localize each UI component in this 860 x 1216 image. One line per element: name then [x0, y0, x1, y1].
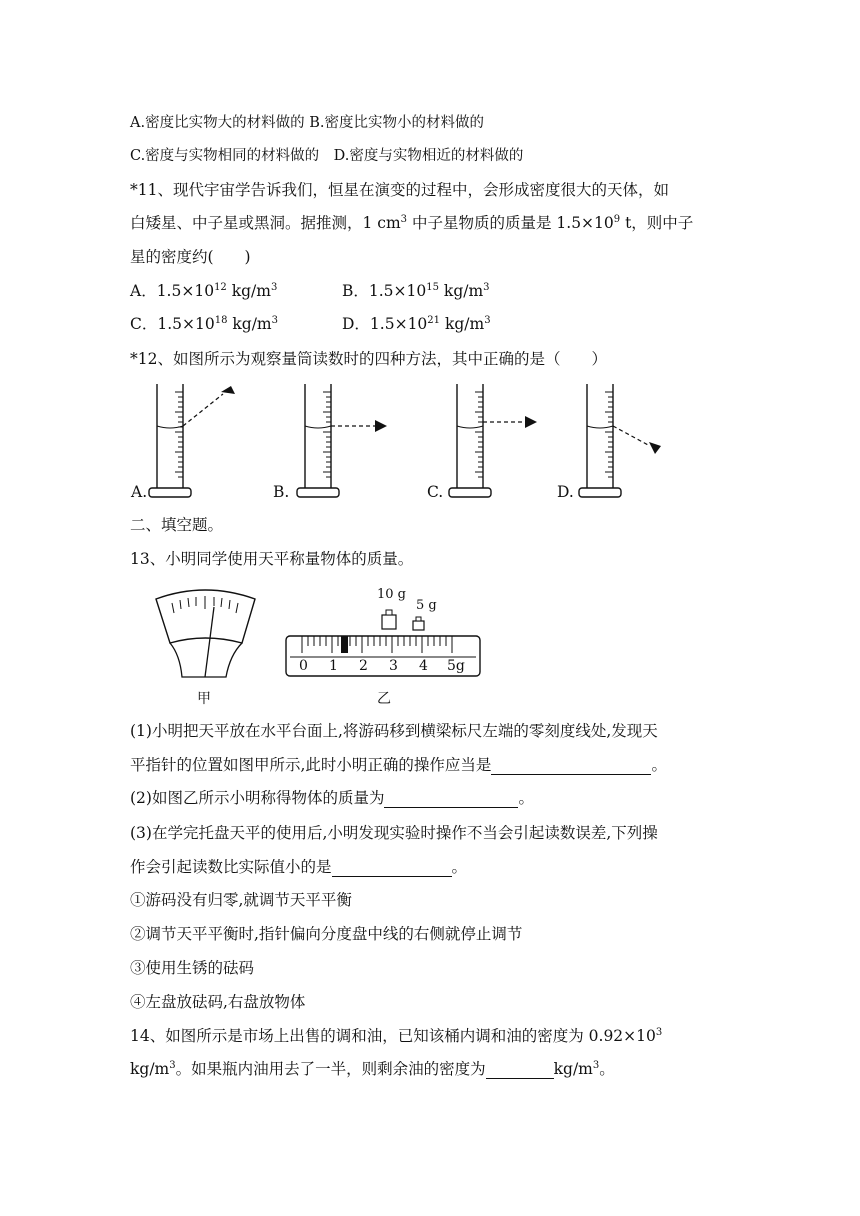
q13-1-line1: (1)小明把天平放在水平台面上,将游码移到横梁标尺左端的零刻度线处,发现天	[130, 722, 658, 740]
scale-label-3: 3	[389, 658, 398, 674]
answer-blank[interactable]	[486, 1062, 554, 1079]
answer-blank[interactable]	[332, 860, 452, 877]
cylinder-label-c: C.	[427, 483, 444, 501]
option-unit-exp: 3	[270, 281, 278, 293]
q10-options-ab: A.密度比实物大的材料做的 B.密度比实物小的材料做的	[130, 115, 484, 131]
q11-text: 中子星物质的质量是 1.5×10	[407, 214, 614, 232]
q14-text: 14、如图所示是市场上出售的调和油，已知该桶内调和油的密度为 0.92×10	[130, 1027, 656, 1045]
cylinder-c	[449, 384, 537, 497]
q11-text: 白矮星、中子星或黑洞。据推测，1 cm	[130, 214, 401, 232]
scale-label-4: 4	[419, 658, 428, 674]
option-4: ④左盘放砝码,右盘放物体	[130, 993, 306, 1011]
q14-sup: 3	[592, 1059, 600, 1071]
q11-option-a	[130, 281, 277, 301]
q11-line3: 星的密度约( )	[130, 248, 251, 266]
balance-figures	[150, 585, 490, 703]
q14-text: kg/m	[130, 1060, 170, 1078]
q11-option-c	[130, 314, 278, 334]
section-title: 二、填空题。	[130, 516, 224, 534]
option-unit: kg/m	[227, 315, 272, 333]
q14-sup: 3	[655, 1026, 663, 1038]
option-unit-exp: 3	[271, 314, 279, 326]
period: 。	[518, 789, 534, 807]
q11-text: t，则中子	[620, 214, 694, 232]
option-3: ③使用生锈的砝码	[130, 959, 255, 977]
cylinder-d	[579, 384, 661, 497]
q14-line2	[130, 1059, 615, 1079]
balance-dial	[156, 590, 255, 677]
q11-option-b	[342, 281, 490, 301]
figure-label-jia: 甲	[197, 691, 211, 707]
q11-option-d	[342, 314, 491, 334]
scale-label-2: 2	[359, 658, 368, 674]
q12-text: *12、如图所示为观察量筒读数时的四种方法，其中正确的是（ ）	[130, 350, 607, 368]
option-exp: 15	[426, 281, 439, 293]
cylinder-label-d: D.	[557, 483, 574, 501]
q13-1-line2	[130, 755, 667, 775]
option-unit-exp: 3	[484, 314, 491, 326]
answer-blank[interactable]	[384, 791, 518, 808]
scale-label-0: 0	[299, 658, 308, 674]
option-label: C．1.5×10	[130, 315, 215, 333]
option-label: A．1.5×10	[130, 282, 215, 300]
period: 。	[451, 858, 468, 876]
q11-sup: 9	[613, 213, 621, 225]
cylinder-b	[297, 384, 387, 497]
option-unit-exp: 3	[483, 281, 490, 293]
cylinder-label-a: A.	[131, 483, 148, 501]
cylinder-label-b: B.	[273, 483, 290, 501]
q13-3-line2	[130, 857, 467, 877]
cylinder-a	[149, 384, 235, 497]
q14-sup: 3	[169, 1059, 176, 1071]
q13-2-text: (2)如图乙所示小明称得物体的质量为	[130, 789, 385, 807]
period: 。	[599, 1060, 615, 1078]
scale-label-1: 1	[329, 658, 338, 674]
option-unit: kg/m	[440, 315, 485, 333]
option-1: ①游码没有归零,就调节天平平衡	[130, 891, 352, 909]
q13-text: 13、小明同学使用天平称量物体的质量。	[130, 550, 414, 568]
scale-label-5g: 5g	[447, 658, 465, 674]
option-exp: 21	[427, 314, 441, 326]
weight-label-5g: 5 g	[416, 598, 437, 613]
q13-3-line1: (3)在学完托盘天平的使用后,小明发现实验时操作不当会引起读数误差,下列操	[130, 824, 658, 842]
option-label: B．1.5×10	[342, 282, 427, 300]
option-exp: 12	[214, 281, 227, 293]
option-2: ②调节天平平衡时,指针偏向分度盘中线的右侧就停止调节	[130, 925, 523, 943]
weight-label-10g: 10 g	[377, 587, 406, 602]
q14-text: 。如果瓶内油用去了一半，则剩余油的密度为	[175, 1060, 486, 1078]
q10-options-cd: C.密度与实物相同的材料做的 D.密度与实物相近的材料做的	[130, 148, 524, 164]
q14-unit: kg/m	[553, 1060, 593, 1078]
period: 。	[651, 756, 667, 774]
q11-line2	[130, 213, 693, 233]
q13-3-text: 作会引起读数比实际值小的是	[130, 858, 332, 876]
q14-line1	[130, 1026, 662, 1046]
q11-sup: 3	[400, 213, 408, 225]
cylinder-figures	[125, 380, 685, 506]
option-label: D．1.5×10	[342, 315, 428, 333]
weight-10g	[382, 610, 396, 629]
q11-line1: *11、现代宇宙学告诉我们，恒星在演变的过程中，会形成密度很大的天体，如	[130, 181, 669, 199]
option-exp: 18	[214, 314, 228, 326]
figure-label-yi: 乙	[377, 691, 391, 707]
option-unit: kg/m	[439, 282, 484, 300]
q13-2	[130, 788, 534, 808]
option-unit: kg/m	[226, 282, 271, 300]
weight-5g	[413, 617, 424, 630]
q13-1-text: 平指针的位置如图甲所示,此时小明正确的操作应当是	[130, 756, 492, 774]
answer-blank[interactable]	[491, 758, 651, 775]
